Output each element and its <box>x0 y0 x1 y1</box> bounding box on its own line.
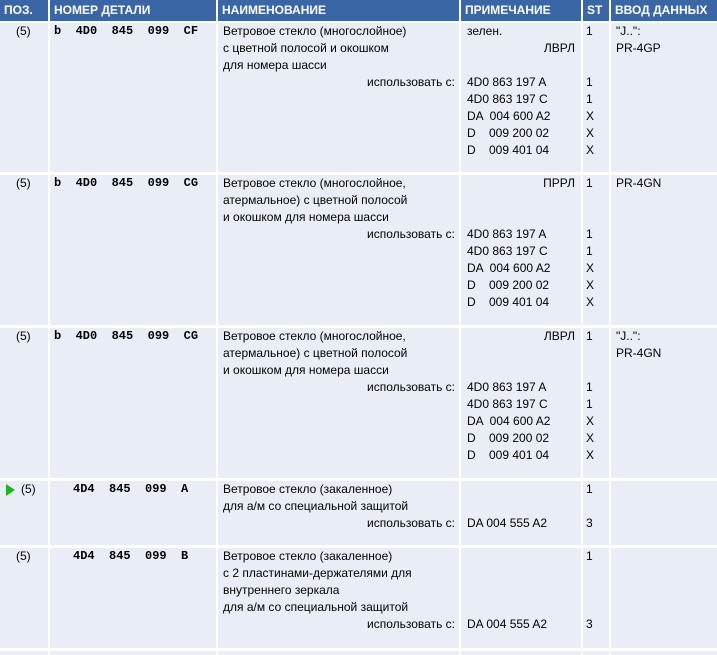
header-input: ВВОД ДАННЫХ <box>611 0 717 21</box>
code-line: D 009 401 04 <box>467 448 550 462</box>
pos-label: (5) <box>16 24 31 38</box>
input-cell <box>611 548 717 648</box>
st-cell <box>583 175 609 325</box>
code-line: D 009 401 04 <box>467 143 550 157</box>
use-with-label: использовать с: <box>367 380 455 394</box>
part-number-cell[interactable] <box>50 23 216 172</box>
input-cell <box>611 481 717 545</box>
pos-label: (5) <box>21 482 36 496</box>
st-value: X <box>586 143 595 157</box>
note-cell <box>461 175 581 325</box>
use-with-label: использовать с: <box>367 75 455 89</box>
st-value: X <box>586 414 595 428</box>
table-row-partial <box>218 651 459 655</box>
use-with-label: использовать с: <box>367 516 455 530</box>
code-line: D 009 200 02 <box>467 126 550 140</box>
name-line: атермальное) с цветной полосой <box>223 346 408 360</box>
name-cell <box>218 548 459 648</box>
st-value: 1 <box>586 397 593 411</box>
input-line: "J..": <box>616 24 641 38</box>
part-number-cell[interactable] <box>50 481 216 545</box>
code-line: DA 004 600 A2 <box>467 414 551 428</box>
note-color: зелен. <box>467 24 503 38</box>
pos-label: (5) <box>16 176 31 190</box>
use-with-label: использовать с: <box>367 227 455 241</box>
name-line: с 2 пластинами-держателями для <box>223 566 412 580</box>
pos-cell <box>0 548 48 648</box>
input-line: "J..": <box>616 329 641 343</box>
name-line: Ветровое стекло (многослойное) <box>223 24 407 38</box>
use-with-label: использовать с: <box>367 617 455 631</box>
part-number[interactable]: b 4D0 845 099 CG <box>54 176 199 190</box>
name-line: Ветровое стекло (закаленное) <box>223 549 393 563</box>
st-cell <box>583 328 609 478</box>
input-cell <box>611 328 717 478</box>
code-line: DA 004 555 A2 <box>467 516 548 530</box>
name-line: Ветровое стекло (закаленное) <box>223 482 393 496</box>
name-cell <box>218 175 459 325</box>
st-value: 1 <box>586 549 593 563</box>
code-line: D 009 401 04 <box>467 295 550 309</box>
input-line: PR-4GN <box>616 346 662 360</box>
code-line: 4D0 863 197 A <box>467 380 547 394</box>
st-value: X <box>586 109 595 123</box>
pos-cell <box>0 175 48 325</box>
st-value: X <box>586 295 595 309</box>
name-cell <box>218 481 459 545</box>
part-number-cell[interactable] <box>50 548 216 648</box>
header-part-number: НОМЕР ДЕТАЛИ <box>50 0 216 21</box>
st-value: 1 <box>586 75 593 89</box>
code-line: 4D0 863 197 C <box>467 244 548 258</box>
note-cell <box>461 481 581 545</box>
table-row-partial <box>583 651 609 655</box>
header-st: ST <box>583 0 609 21</box>
note-side: ЛВРЛ <box>543 329 575 343</box>
input-line: PR-4GN <box>616 176 662 190</box>
st-value: X <box>586 126 595 140</box>
play-arrow-icon <box>6 484 15 496</box>
part-number[interactable]: 4D4 845 099 B <box>73 549 189 563</box>
st-value: X <box>586 278 595 292</box>
st-value: X <box>586 261 595 275</box>
st-value: X <box>586 448 595 462</box>
st-value: 1 <box>586 92 593 106</box>
table-row-partial <box>0 651 48 655</box>
header-name: НАИМЕНОВАНИЕ <box>218 0 459 21</box>
st-cell <box>583 548 609 648</box>
code-line: DA 004 555 A2 <box>467 617 548 631</box>
input-line: PR-4GP <box>616 41 661 55</box>
pos-cell <box>0 328 48 478</box>
st-value: 3 <box>586 617 593 631</box>
name-line: с цветной полосой и окошком <box>223 41 389 55</box>
part-number-cell[interactable] <box>50 175 216 325</box>
note-cell <box>461 23 581 172</box>
name-line: для а/м со специальной защитой <box>223 600 409 614</box>
st-value: 1 <box>586 227 593 241</box>
pos-label: (5) <box>16 329 31 343</box>
st-value: 1 <box>586 380 593 394</box>
pos-label: (5) <box>16 549 31 563</box>
st-value: 1 <box>586 24 593 38</box>
name-line: внутреннего зеркала <box>223 583 340 597</box>
st-value: 1 <box>586 244 593 258</box>
name-cell <box>218 23 459 172</box>
header-pos: ПОЗ. <box>0 0 48 21</box>
part-number-cell[interactable] <box>50 328 216 478</box>
code-line: DA 004 600 A2 <box>467 109 551 123</box>
input-cell <box>611 175 717 325</box>
note-side: ПРРЛ <box>543 176 575 190</box>
name-line: Ветровое стекло (многослойное, <box>223 176 406 190</box>
code-line: 4D0 863 197 C <box>467 92 548 106</box>
name-line: и окошком для номера шасси <box>223 363 389 377</box>
input-cell <box>611 23 717 172</box>
table-row-partial <box>50 651 216 655</box>
table-row-partial <box>461 651 581 655</box>
table-row-partial <box>611 651 717 655</box>
name-line: и окошком для номера шасси <box>223 210 389 224</box>
code-line: 4D0 863 197 A <box>467 75 547 89</box>
pos-cell <box>0 481 48 545</box>
code-line: D 009 200 02 <box>467 278 550 292</box>
name-line: Ветровое стекло (многослойное, <box>223 329 406 343</box>
note-cell <box>461 328 581 478</box>
code-line: 4D0 863 197 A <box>467 227 547 241</box>
st-value: 3 <box>586 516 593 530</box>
part-number[interactable]: b 4D0 845 099 CF <box>54 24 199 38</box>
st-value: X <box>586 431 595 445</box>
st-value: 1 <box>586 482 593 496</box>
name-line: для а/м со специальной защитой <box>223 499 409 513</box>
code-line: DA 004 600 A2 <box>467 261 551 275</box>
st-cell <box>583 481 609 545</box>
header-note: ПРИМЕЧАНИЕ <box>461 0 581 21</box>
st-cell <box>583 23 609 172</box>
name-line: атермальное) с цветной полосой <box>223 193 408 207</box>
name-line: для номера шасси <box>223 58 327 72</box>
note-side: ЛВРЛ <box>543 41 575 55</box>
part-number[interactable]: 4D4 845 099 A <box>73 482 189 496</box>
code-line: 4D0 863 197 C <box>467 397 548 411</box>
st-value: 1 <box>586 329 593 343</box>
name-cell <box>218 328 459 478</box>
part-number[interactable]: b 4D0 845 099 CG <box>54 329 199 343</box>
pos-cell <box>0 23 48 172</box>
st-value: 1 <box>586 176 593 190</box>
code-line: D 009 200 02 <box>467 431 550 445</box>
note-cell <box>461 548 581 648</box>
